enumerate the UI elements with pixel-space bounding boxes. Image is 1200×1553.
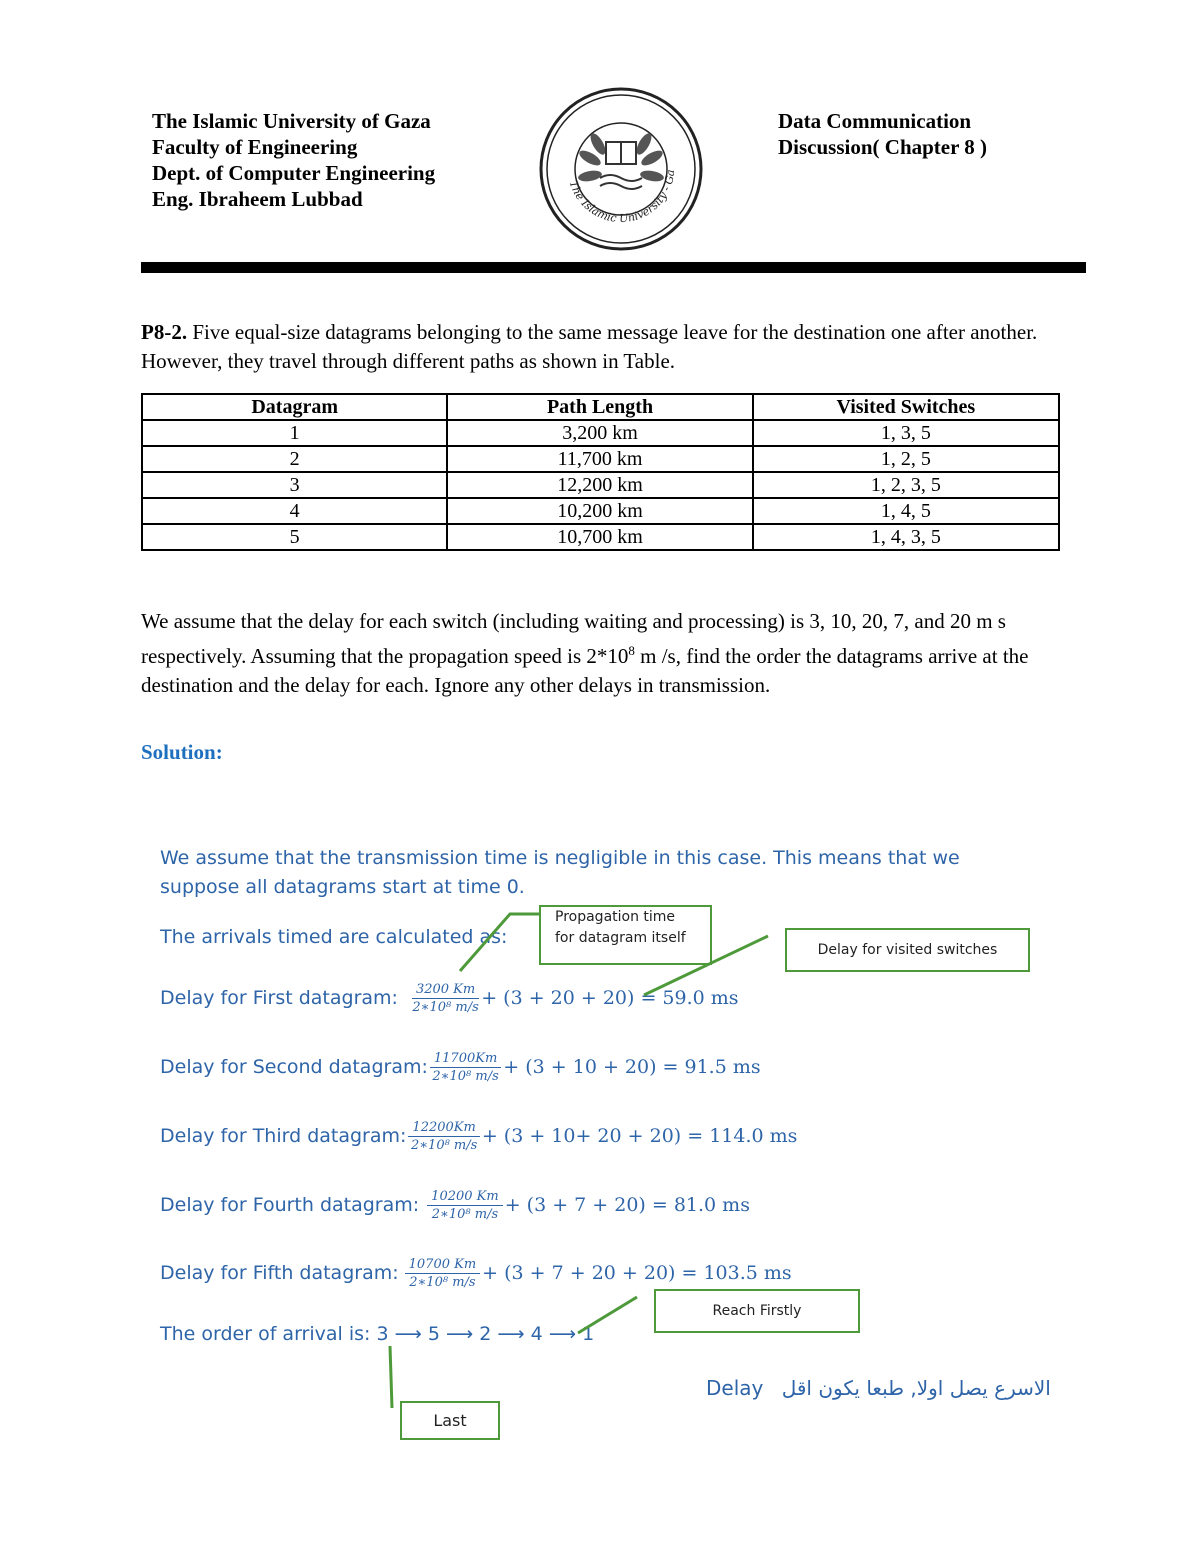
header-right <box>778 108 987 160</box>
delay-label: Delay for Second datagram: <box>160 1056 428 1078</box>
fraction <box>430 1051 501 1084</box>
problem-label: P8-2. <box>141 320 188 344</box>
faculty-name: Faculty of Engineering <box>152 135 358 159</box>
university-logo <box>538 86 704 252</box>
assumption-text-2: m /s, find the order the datagrams arrive at the destination and the delay for each. Ignore any other delays in transmission. <box>141 644 1029 697</box>
solution-heading: Solution: <box>141 740 223 764</box>
course-name: Data Communication <box>778 109 972 133</box>
table-row <box>142 420 1059 446</box>
delay-sum: + (3 + 7 + 20 + 20) = 103.5 ms <box>482 1262 792 1284</box>
discussion-chapter: Discussion( Chapter 8 ) <box>778 135 988 159</box>
delay-line-4 <box>160 1185 750 1225</box>
reach-firstly-callout: Reach Firstly <box>654 1289 860 1333</box>
problem-statement <box>141 318 1061 376</box>
solution-intro: We assume that the transmission time is negligible in this case. This means that we suppose all datagrams start at time 0. <box>160 847 960 898</box>
delay-sum: + (3 + 10 + 20) = 91.5 ms <box>503 1056 761 1078</box>
university-name: The Islamic University of Gaza <box>152 109 431 133</box>
assumption-paragraph <box>141 607 1056 700</box>
table-cell: 1, 2, 5 <box>753 446 1059 472</box>
table-cell: 10,200 km <box>447 498 752 524</box>
propagation-callout-line1: Propagation time <box>555 909 676 925</box>
table-cell: 3,200 km <box>447 420 752 446</box>
table-cell: 11,700 km <box>447 446 752 472</box>
delay-sum: + (3 + 20 + 20) = 59.0 ms <box>481 987 739 1009</box>
university-seal-icon <box>538 86 704 252</box>
delay-label: Delay for Third datagram: <box>160 1125 407 1147</box>
fraction-denominator: 2∗10⁸ m/s <box>431 1206 499 1222</box>
table-cell: 1, 4, 3, 5 <box>753 524 1059 550</box>
delay-label: Delay for Fifth datagram: <box>160 1262 399 1284</box>
problem-text: Five equal-size datagrams belonging to the same message leave for the destination one after another. However, they travel through different paths as shown in Table. <box>141 320 1038 373</box>
table-row <box>142 472 1059 498</box>
header-divider <box>141 262 1086 273</box>
table-cell: 5 <box>142 524 447 550</box>
col-path-length: Path Length <box>447 394 752 420</box>
instructor-name: Eng. Ibraheem Lubbad <box>152 187 363 211</box>
arabic-note-text: الاسرع يصل اولا, طبعا يكون اقل <box>781 1376 1051 1400</box>
fraction <box>408 1120 479 1153</box>
delay-line-2 <box>160 1047 761 1087</box>
assumption-text-1: We assume that the delay for each switch (including waiting and processing) is 3, 10, 20, 7, and 20 m s respectively. Assuming that the propagation speed is 2*10 <box>141 609 1006 668</box>
fraction-denominator: 2∗10⁸ m/s <box>412 999 479 1015</box>
delay-line-5 <box>160 1253 792 1293</box>
table-cell: 10,700 km <box>447 524 752 550</box>
assumption-exponent: 8 <box>628 643 635 658</box>
table-cell: 1, 3, 5 <box>753 420 1059 446</box>
last-callout: Last <box>400 1401 500 1440</box>
delay-label: Delay for Fourth datagram: <box>160 1194 420 1216</box>
header-left <box>152 108 435 212</box>
datagram-table <box>141 393 1060 551</box>
table-row <box>142 446 1059 472</box>
fraction <box>405 1257 481 1290</box>
delay-line-1 <box>160 978 739 1018</box>
propagation-callout-line2: for datagram itself <box>555 930 686 946</box>
col-datagram: Datagram <box>142 394 447 420</box>
fraction-numerator: 3200 Km <box>412 982 479 999</box>
table-cell: 12,200 km <box>447 472 752 498</box>
table-cell: 3 <box>142 472 447 498</box>
arabic-note <box>706 1376 1051 1400</box>
last-connector <box>390 1346 392 1408</box>
delay-label: Delay for First datagram: <box>160 987 398 1009</box>
table-cell: 1, 4, 5 <box>753 498 1059 524</box>
fraction-numerator: 11700Km <box>430 1051 501 1068</box>
table-row <box>142 524 1059 550</box>
fraction-numerator: 12200Km <box>408 1120 479 1137</box>
seal-text: The Islamic University - Ga <box>566 169 678 226</box>
table-header-row <box>142 394 1059 420</box>
delay-line-3 <box>160 1116 797 1156</box>
fraction-numerator: 10200 Km <box>427 1189 503 1206</box>
fraction <box>412 982 479 1015</box>
delay-sum: + (3 + 10+ 20 + 20) = 114.0 ms <box>481 1125 798 1147</box>
arabic-note-latin: Delay <box>706 1376 764 1400</box>
table-cell: 1, 2, 3, 5 <box>753 472 1059 498</box>
table-cell: 1 <box>142 420 447 446</box>
arrivals-line: The arrivals timed are calculated as: <box>160 926 508 948</box>
fraction-numerator: 10700 Km <box>405 1257 481 1274</box>
fraction-denominator: 2∗10⁸ m/s <box>432 1068 499 1084</box>
table-row <box>142 498 1059 524</box>
col-visited-switches: Visited Switches <box>753 394 1059 420</box>
arrival-order: The order of arrival is: 3 ⟶ 5 ⟶ 2 ⟶ 4 ⟶ 1 <box>160 1323 595 1345</box>
fraction-denominator: 2∗10⁸ m/s <box>410 1137 478 1153</box>
switches-callout: Delay for visited switches <box>785 928 1030 972</box>
delay-sum: + (3 + 7 + 20) = 81.0 ms <box>504 1194 750 1216</box>
fraction <box>427 1189 503 1222</box>
fraction-denominator: 2∗10⁸ m/s <box>409 1274 476 1290</box>
table-cell: 4 <box>142 498 447 524</box>
propagation-callout <box>539 905 712 965</box>
table-cell: 2 <box>142 446 447 472</box>
department-name: Dept. of Computer Engineering <box>152 161 436 185</box>
